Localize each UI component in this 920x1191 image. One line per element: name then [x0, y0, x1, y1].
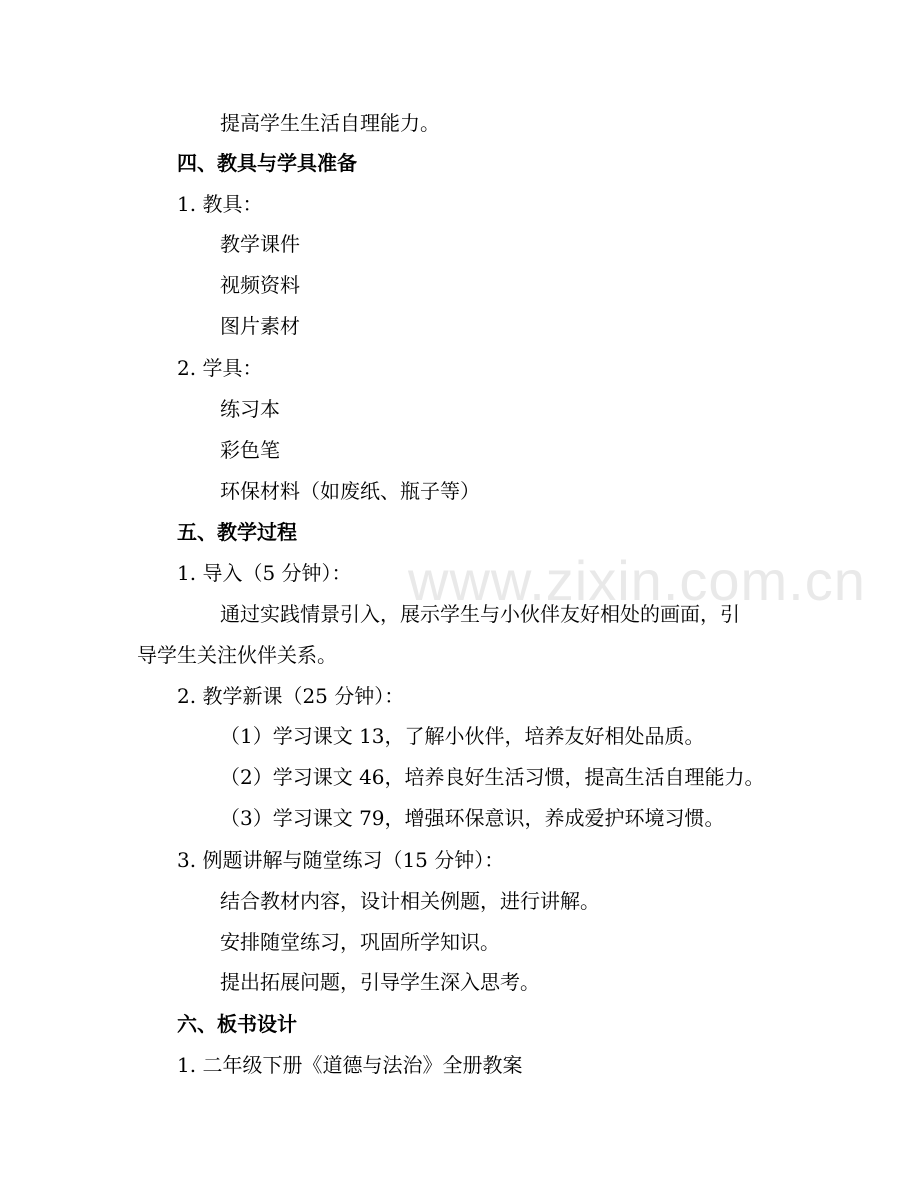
list-item: 1. 教具： [177, 192, 263, 216]
list-item: 1. 二年级下册《道德与法治》全册教案 [177, 1053, 523, 1077]
list-item: 1. 导入（5 分钟）： [177, 561, 352, 585]
text-line: 通过实践情景引入，展示学生与小伙伴友好相处的画面，引 [220, 602, 740, 626]
section-heading: 五、教学过程 [177, 520, 297, 544]
text-line: 教学课件 [220, 232, 300, 256]
list-item: 2. 教学新课（25 分钟）： [177, 684, 405, 708]
list-item: 3. 例题讲解与随堂练习（15 分钟）： [177, 848, 505, 872]
section-heading: 六、板书设计 [177, 1012, 297, 1036]
text-line: （1）学习课文 13，了解小伙伴，培养友好相处品质。 [220, 724, 705, 748]
text-line: 结合教材内容，设计相关例题，进行讲解。 [220, 889, 600, 913]
watermark: www.zixin.com.cn [408, 549, 866, 612]
text-line: 彩色笔 [220, 438, 280, 462]
text-line: 提出拓展问题，引导学生深入思考。 [220, 970, 540, 994]
text-line: 安排随堂练习，巩固所学知识。 [220, 930, 500, 954]
text-line: 提高学生生活自理能力。 [220, 111, 440, 135]
text-line: 图片素材 [220, 314, 300, 338]
text-line: 视频资料 [220, 273, 300, 297]
text-line: 导学生关注伙伴关系。 [137, 643, 337, 667]
text-line: （2）学习课文 46，培养良好生活习惯，提高生活自理能力。 [220, 765, 765, 789]
text-line: 练习本 [220, 397, 280, 421]
text-line: 环保材料（如废纸、瓶子等） [220, 479, 480, 503]
text-line: （3）学习课文 79，增强环保意识，养成爱护环境习惯。 [220, 806, 725, 830]
list-item: 2. 学具： [177, 356, 263, 380]
section-heading: 四、教具与学具准备 [177, 151, 357, 175]
